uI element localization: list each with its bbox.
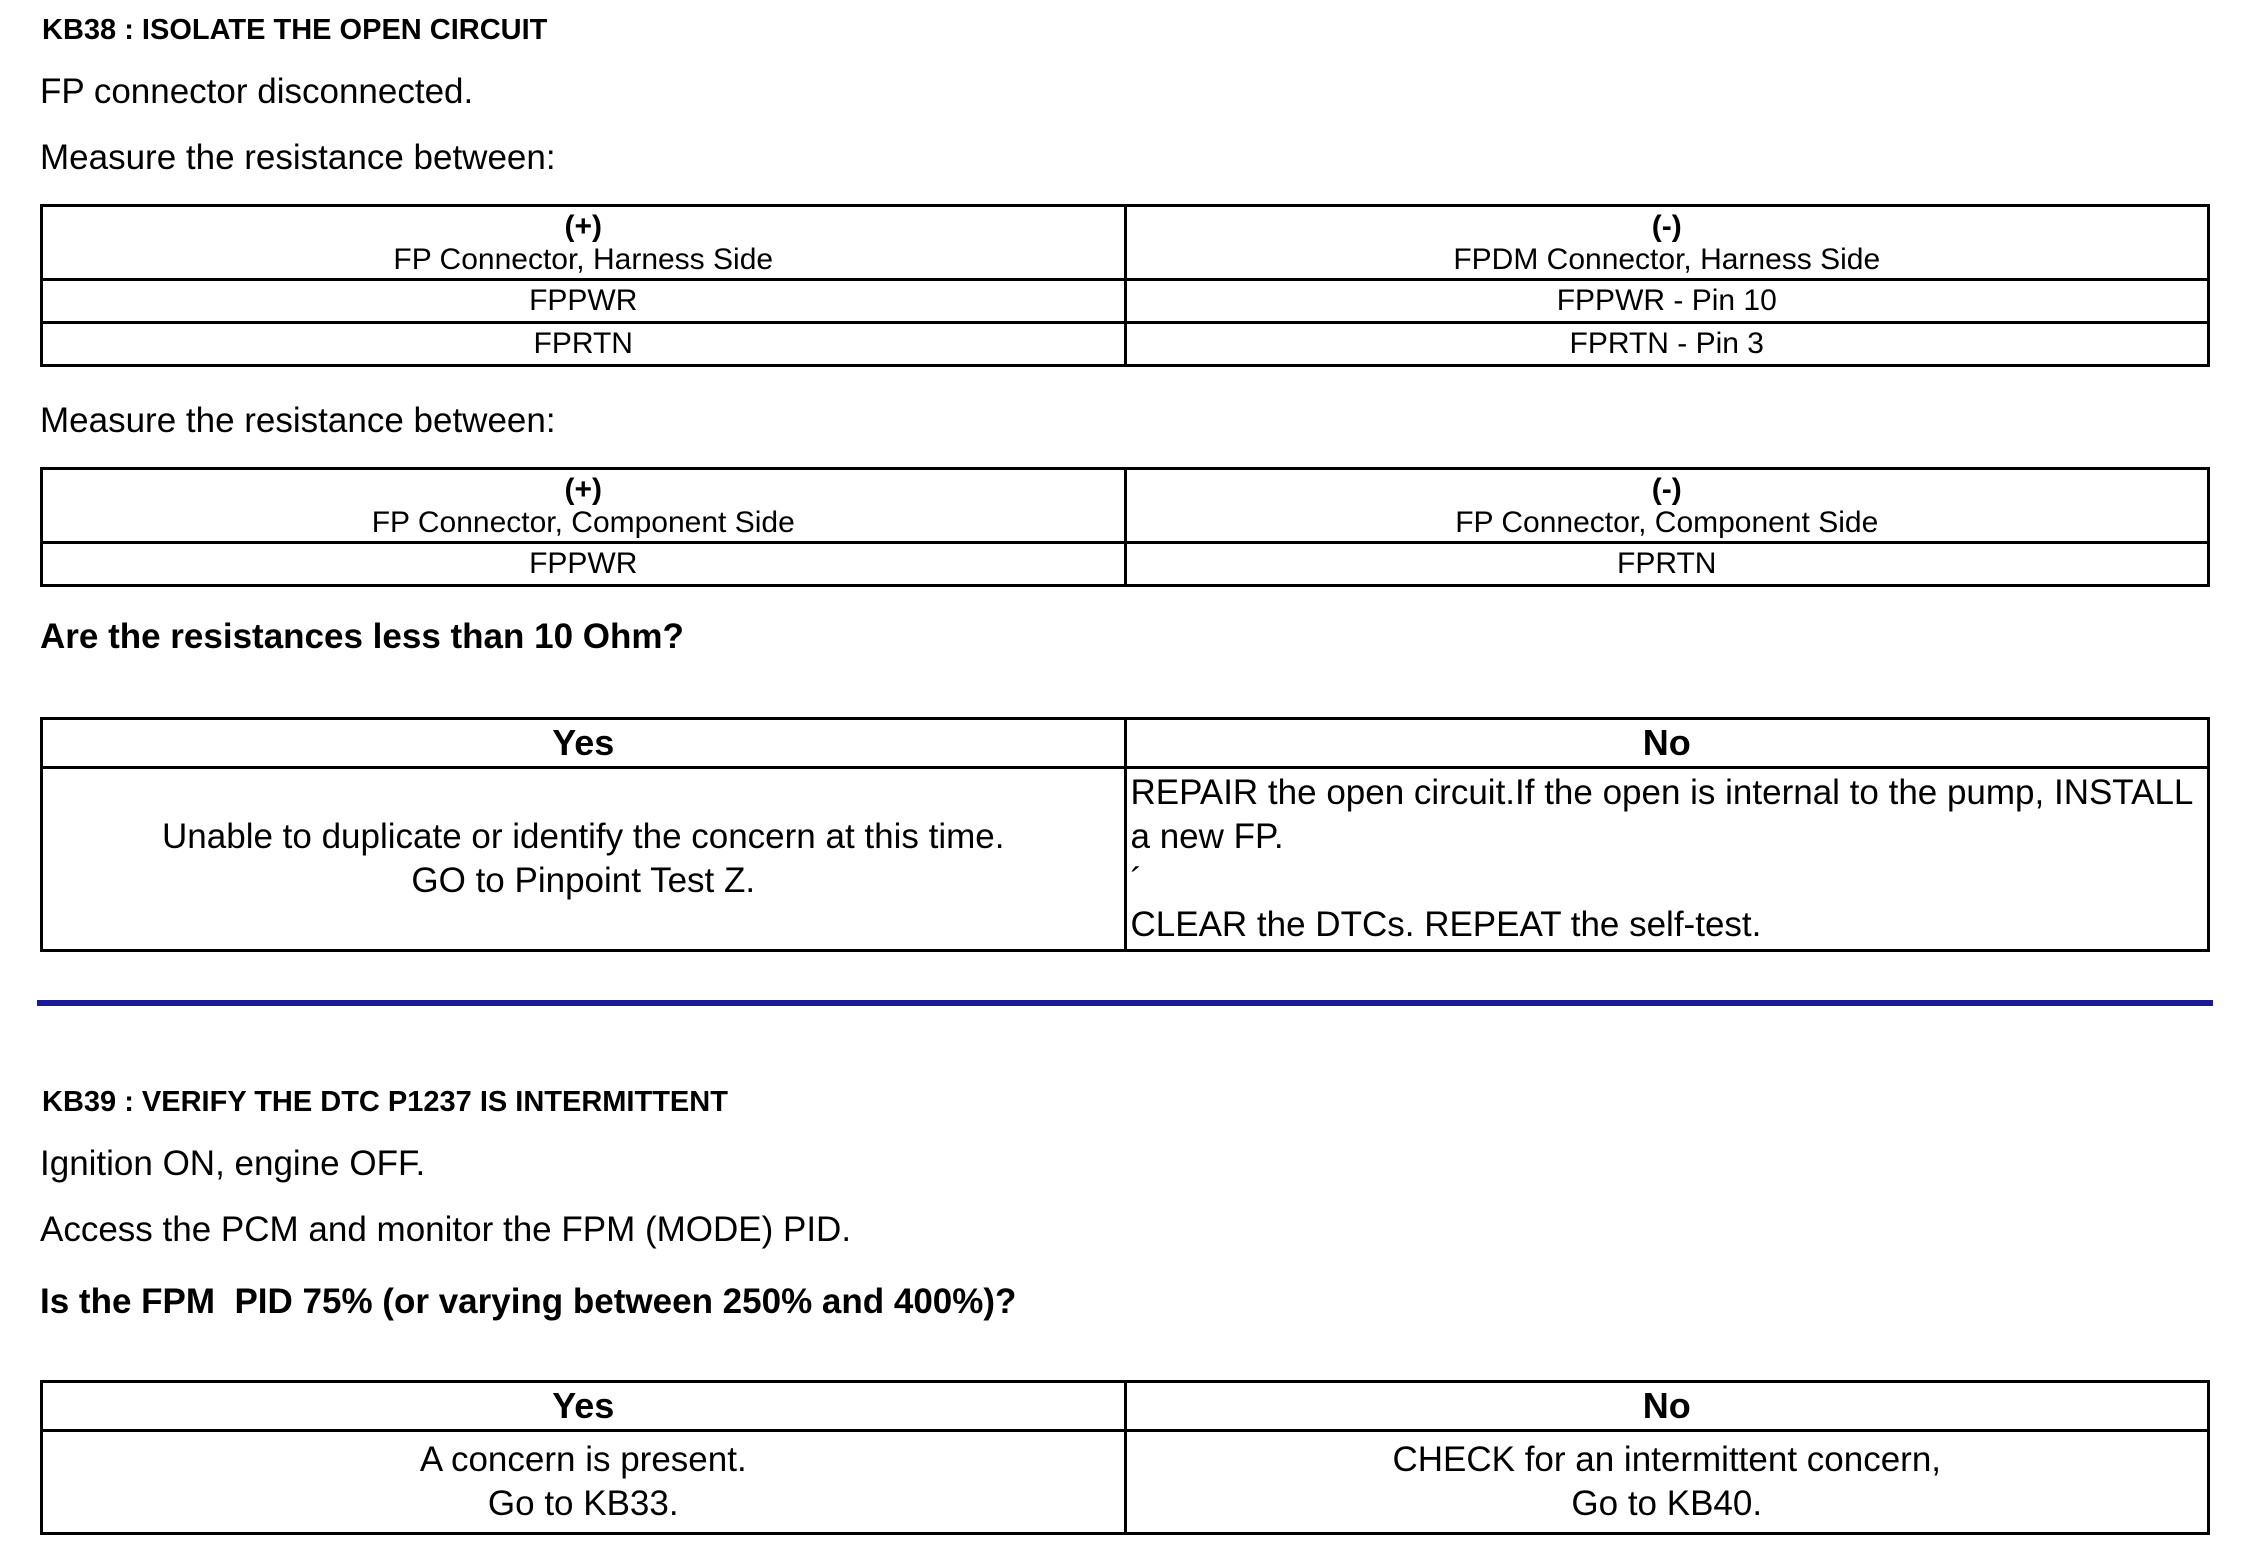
table-body: [42, 543, 2209, 586]
no-action-line: CLEAR the DTCs. REPEAT the self-test.: [1130, 905, 1762, 944]
table-head: [42, 719, 2209, 768]
table-head: [42, 469, 2209, 543]
decision-body-row: [42, 1431, 2209, 1534]
table-row: [42, 543, 2209, 586]
yes-action-cell: [42, 1431, 1126, 1534]
minus-sign-label: (-): [1651, 210, 1682, 243]
no-action-line: Go to KB40.: [1571, 1484, 1763, 1523]
kb38-measure-label-1: Measure the resistance between:: [40, 138, 556, 177]
kb38-resistance-table-2: [40, 467, 2210, 587]
plus-connector-label: FP Connector, Component Side: [371, 506, 795, 539]
measurement-cell: FPPWR: [42, 280, 1126, 323]
section-kb38: [40, 12, 2210, 952]
no-action-line: ´: [1130, 861, 1143, 900]
plus-sign-label: (+): [564, 473, 602, 506]
table-head: [42, 1382, 2209, 1431]
yes-action-line: Unable to duplicate or identify the concern at this time.: [162, 817, 1005, 856]
kb38-step-title: KB38 : ISOLATE THE OPEN CIRCUIT: [42, 14, 548, 46]
kb39-step-title: KB39 : VERIFY THE DTC P1237 IS INTERMITTENT: [42, 1086, 728, 1118]
yes-action-line: GO to Pinpoint Test Z.: [411, 861, 756, 900]
decision-header-row: [42, 1382, 2209, 1431]
yes-header-cell: Yes: [42, 1382, 1126, 1431]
kb38-resistance-table-1: [40, 204, 2210, 367]
plus-connector-label: FP Connector, Harness Side: [393, 243, 774, 276]
minus-connector-label: FPDM Connector, Harness Side: [1453, 243, 1881, 276]
kb38-instruction-connector: FP connector disconnected.: [40, 72, 474, 111]
no-header-cell: No: [1125, 719, 2209, 768]
table-row: [42, 323, 2209, 366]
measurement-cell: FPRTN: [42, 323, 1126, 366]
table-header-row: [42, 206, 2209, 280]
yes-action-cell: [42, 768, 1126, 951]
no-header-cell: No: [1125, 1382, 2209, 1431]
table-body: [42, 280, 2209, 366]
kb38-measure-label-2: Measure the resistance between:: [40, 401, 556, 440]
no-action-cell: [1125, 1431, 2209, 1534]
plus-header-cell: [42, 469, 1126, 543]
measurement-cell: FPRTN: [1125, 543, 2209, 586]
kb38-decision-table: [40, 717, 2210, 952]
kb39-instruction-pcm: Access the PCM and monitor the FPM (MODE) PID.: [40, 1210, 852, 1249]
kb38-question: Are the resistances less than 10 Ohm?: [40, 617, 684, 656]
measurement-cell: FPPWR - Pin 10: [1125, 280, 2209, 323]
table-head: [42, 206, 2209, 280]
kb39-instruction-ignition: Ignition ON, engine OFF.: [40, 1144, 426, 1183]
yes-header-cell: Yes: [42, 719, 1126, 768]
kb39-decision-table: [40, 1380, 2210, 1535]
table-row: [42, 280, 2209, 323]
decision-header-row: [42, 719, 2209, 768]
yes-action-line: A concern is present.: [419, 1440, 747, 1479]
table-header-row: [42, 469, 2209, 543]
section-kb39: [40, 1084, 2210, 1535]
table-body: [42, 768, 2209, 951]
yes-action-line: Go to KB33.: [487, 1484, 679, 1523]
minus-sign-label: (-): [1651, 473, 1682, 506]
plus-header-cell: [42, 206, 1126, 280]
measurement-cell: FPPWR: [42, 543, 1126, 586]
table-body: [42, 1431, 2209, 1534]
measurement-cell: FPRTN - Pin 3: [1125, 323, 2209, 366]
no-action-line: CHECK for an intermittent concern,: [1392, 1440, 1942, 1479]
decision-body-row: [42, 768, 2209, 951]
no-action-line: REPAIR the open circuit.If the open is internal to the pump, INSTALL a new FP.: [1130, 773, 2193, 856]
section-divider: [37, 1000, 2213, 1006]
no-action-cell: [1125, 768, 2209, 951]
minus-header-cell: [1125, 206, 2209, 280]
plus-sign-label: (+): [564, 210, 602, 243]
minus-connector-label: FP Connector, Component Side: [1455, 506, 1879, 539]
kb39-question: Is the FPM PID 75% (or varying between 250% and 400%)?: [40, 1282, 1017, 1321]
minus-header-cell: [1125, 469, 2209, 543]
